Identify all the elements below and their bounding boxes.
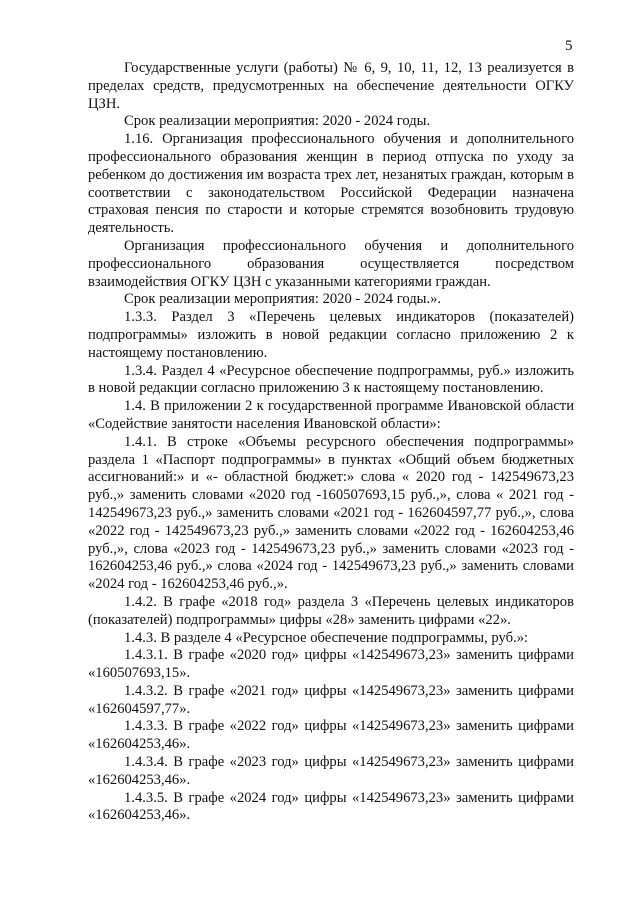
paragraph-item-1-4-3-3: 1.4.3.3. В графе «2022 год» цифры «142549673,23» заменить цифрами «162604253,46». — [88, 718, 574, 753]
document-body — [88, 60, 574, 825]
paragraph-services-funding: Государственные услуги (работы) № 6, 9, 10, 11, 12, 13 реализуется в пределах средств, предусмотренных на обеспечение деятельности ОГКУ ЦЗН. — [88, 60, 574, 112]
paragraph-item-1-4-3-4: 1.4.3.4. В графе «2023 год» цифры «142549673,23» заменить цифрами «162604253,46». — [88, 754, 574, 788]
paragraph-item-1-4-3-1: 1.4.3.1. В графе «2020 год» цифры «142549673,23» заменить цифрами «160507693,15». — [88, 647, 574, 682]
paragraph-term-1: Срок реализации мероприятия: 2020 - 2024 годы. — [124, 113, 431, 130]
paragraph-item-1-4: 1.4. В приложении 2 к государственной программе Ивановской области «Содействие занятости населения Ивановской области»: — [88, 398, 574, 432]
paragraph-item-1-3-4: 1.3.4. Раздел 4 «Ресурсное обеспечение подпрограммы, руб.» изложить в новой редакции согласно приложению 3 к настоящему постановлению. — [88, 362, 574, 397]
paragraph-item-1-4-3: 1.4.3. В разделе 4 «Ресурсное обеспечение подпрограммы, руб.»: — [124, 629, 529, 646]
paragraph-organization: Организация профессионального обучения и дополнительного профессионального образования осуществляется посредством взаимодействия ОГКУ ЦЗН с указанными категориями граждан. — [88, 237, 574, 290]
page-number: 5 — [565, 38, 573, 54]
paragraph-item-1-4-1: 1.4.1. В строке «Объемы ресурсного обеспечения подпрограммы» раздела 1 «Паспорт подпрограммы» в пунктах «Общий объем бюджетных ассигнований:» и «- областной бюджет:» слова « 2020 год - 142549673,23 руб.,» заменить словами «2020 год -160507693,15 руб.,», слова « 2021 год - 142549673,23 руб.,» заменить словами «2021 год - 162604597,77 руб.,», слова «2022 год - 142549673,23 руб.,» заменить словами «2022 год - 162604253,46 руб.,», слова «2023 год - 142549673,23 руб.,» заменить словами «2023 год - 162604253,46 руб.,» слова «2024 год - 142549673,23 руб.,» заменить словами «2024 год - 162604253,46 руб.,». — [88, 433, 574, 593]
paragraph-item-1-3-3: 1.3.3. Раздел 3 «Перечень целевых индикаторов (показателей) подпрограммы» изложить в новой редакции согласно приложению 2 к настоящему постановлению. — [88, 309, 574, 361]
paragraph-term-2: Срок реализации мероприятия: 2020 - 2024 годы.». — [124, 291, 442, 308]
paragraph-item-1-4-3-5: 1.4.3.5. В графе «2024 год» цифры «142549673,23» заменить цифрами «162604253,46». — [88, 789, 574, 824]
paragraph-item-1-4-3-2: 1.4.3.2. В графе «2021 год» цифры «142549673,23» заменить цифрами «162604597,77». — [88, 682, 574, 717]
paragraph-item-1-4-2: 1.4.2. В графе «2018 год» раздела 3 «Перечень целевых индикаторов (показателей) подпрограммы» цифры «28» заменить цифрами «22». — [88, 593, 574, 628]
paragraph-item-1-16: 1.16. Организация профессионального обучения и дополнительного профессионального образования женщин в период отпуска по уходу за ребенком до достижения им возраста трех лет, незанятых граждан, которым в соответствии с законодательством Российской Федерации назначена страховая пенсия по старости и которые стремятся возобновить трудовую деятельность. — [88, 131, 574, 237]
